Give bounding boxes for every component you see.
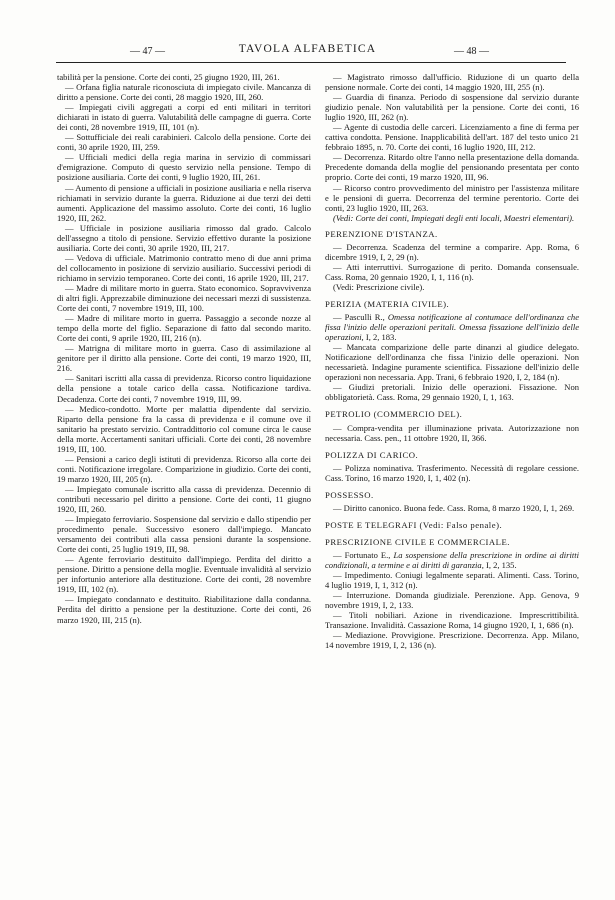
section-heading: POSSESSO. <box>325 489 374 500</box>
entry: — Medico-condotto. Morte per malattia dipendente dal servizio. Riparto della pensione fra la cassa di previdenza e il comune ove il sanitario ha prestato servizio. Contraddittorio col comune circa le cause della morte. Accertamenti sanitari ufficiali. Corte dei conti, 28 novembre 1919, III, 100. <box>57 403 311 454</box>
section-heading: PERENZIONE D'ISTANZA. <box>325 228 438 239</box>
work-title: Omessa notificazione al contumace dell'ordinanza che fissa l'inizio delle operazioni peritali. Omessa fissazione dell'inizio delle operazioni, <box>325 312 579 343</box>
left-column <box>57 72 311 625</box>
page-number-left: — 47 — <box>130 46 165 57</box>
author: — Pasculli R., <box>333 312 385 323</box>
section-heading: PRESCRIZIONE CIVILE E COMMERCIALE. <box>325 536 510 547</box>
header-rule <box>56 62 566 63</box>
entry: — Decorrenza. Scadenza del termine a comparire. App. Roma, 6 dicembre 1919, I, 2, 29 (n). <box>325 241 579 262</box>
section-heading: PERIZIA (MATERIA CIVILE). <box>325 298 450 309</box>
entry: — Orfana figlia naturale riconosciuta di impiegato civile. Mancanza di diritto a pensione. Corte dei conti, 28 maggio 1920, III, 260. <box>57 82 311 103</box>
see-also <box>325 213 579 223</box>
entry: — Ufficiali medici della regia marina in servizio di commissari d'emigrazione. Computo di questo servizio nella pensione. Tempo di posizione ausiliaria. Corte dei conti, 9 luglio 1920, III, 261. <box>57 152 311 183</box>
citation: I, 2, 183. <box>365 332 397 343</box>
entry: — Ricorso contro provvedimento del ministro per l'assistenza militare e le pensioni di guerra. Decorrenza del termine perentorio. Corte dei conti, 23 luglio 1920, III, 263. <box>325 182 579 213</box>
section-heading: POLIZZA DI CARICO. <box>325 449 419 460</box>
entry: — Atti interruttivi. Surrogazione di perito. Domanda consensuale. Cass. Roma, 20 gennaio 1920, I, 1, 116 (n). <box>325 261 579 282</box>
entry: — Agente ferroviario destituito dall'impiego. Perdita del diritto a pensione. Diritto a pensione della moglie. Eventuale invalidità al servizio per infortunio anteriore alla destituzione. Corte dei conti, 28 novembre 1919, III, 102 (n). <box>57 554 311 595</box>
page-number-right: — 48 — <box>454 46 489 57</box>
entry: tabilità per la pensione. Corte dei conti, 25 giugno 1920, III, 261. <box>57 72 280 82</box>
entry: — Mancata comparizione delle parte dinanzi al giudice delegato. Notificazione dell'ordinanza che fissa l'inizio delle operazioni. Non necessarietà. Indagine puramente scientifica. Fissazione dell'inizio delle operazioni non necessaria. App. Trani, 6 febbraio 1920, I, 2, 184 (n). <box>325 342 579 383</box>
entry: — Mediazione. Provvigione. Prescrizione. Decorrenza. App. Milano, 14 novembre 1919, I, 2, 136 (n). <box>325 630 579 651</box>
page-header <box>0 40 615 62</box>
entry: — Madre di militare morto in guerra. Stato economico. Sopravvivenza di altri figli. Apprezzabile diminuzione dei necessari mezzi di sussistenza. Corte dei conti, 7 novembre 1919, III, 100. <box>57 282 311 314</box>
entry: — Impiegato ferroviario. Sospensione dal servizio e dallo stipendio per procedimento penale. Successivo esonero dall'impiego. Mancato versamento dei contributi alla cassa pensioni durante la sospensione. Corte dei conti, 25 luglio 1919, III, 98. <box>57 514 311 555</box>
doctrine-entry <box>325 312 579 342</box>
entry: — Sottufficiale dei reali carabinieri. Calcolo della pensione. Corte dei conti, 30 aprile 1920, III, 259. <box>57 132 311 153</box>
entry: — Ufficiale in posizione ausiliaria rimosso dal grado. Calcolo dell'assegno a titolo di pensione. Servizio effettivo durante la posizione ausiliaria. Corte dei conti, 30 aprile 1920, III, 217. <box>57 222 311 253</box>
entry: — Madre di militare morto in guerra. Passaggio a seconde nozze al tempo della morte del figlio. Separazione di fatto dal secondo marito. Corte dei conti, 9 aprile 1920, III, 216 (n). <box>57 313 311 344</box>
see-also: (Vedi: Prescrizione civile). <box>333 281 425 292</box>
right-column <box>325 72 579 650</box>
entry: — Diritto canonico. Buona fede. Cass. Roma, 8 marzo 1920, I, 1, 269. <box>333 502 575 513</box>
work-title: La sospensione della prescrizione in ordine ai diritti condizionali, a termine e ai diritti di garanzia, <box>325 549 579 570</box>
section-heading: POSTE E TELEGRAFI (Vedi: Falso penale). <box>325 519 503 530</box>
entry: — Pensioni a carico degli istituti di previdenza. Ricorso alla corte dei conti. Notificazione irregolare. Comparizione in giudizio. Corte dei conti, 19 marzo 1920, III, 205 (n). <box>57 453 311 484</box>
entry: — Impiegato condannato e destituito. Riabilitazione dalla condanna. Perdita del diritto a pensione per la destituzione. Corte dei conti, 26 marzo 1920, III, 215 (n). <box>57 594 311 625</box>
entry: — Impiegati civili aggregati a corpi ed enti militari in territori dichiarati in istato di guerra. Valutabilità delle campagne di guerra. Corte dei conti, 28 novembre 1919, III, 101 (n). <box>57 102 311 133</box>
entry: — Sanitari iscritti alla cassa di previdenza. Ricorso contro liquidazione della pensione a totale carico della cassa. Notificazione tardiva. Decadenza. Corte dei conti, 7 novembre 1919, III, 99. <box>57 373 311 404</box>
entry: — Impedimento. Coniugi legalmente separati. Alimenti. Cass. Torino, 4 luglio 1919, I, 1, 312 (n). <box>325 570 579 591</box>
entry: — Aumento di pensione a ufficiali in posizione ausiliaria e nella riserva richiamati in servizio durante la guerra. Riduzione ai due terzi dei detti aumenti. Applicazione del massimo assoluto. Corte dei conti, 16 luglio 1920, III, 262. <box>57 182 311 223</box>
section-heading: PETROLIO (COMMERCIO DEL). <box>325 409 463 420</box>
entry: — Decorrenza. Ritardo oltre l'anno nella presentazione della domanda. Precedente domanda della moglie del pensionando presentata per conto proprio. Corte dei conti, 19 marzo 1920, III, 96. <box>325 152 579 183</box>
entry: — Guardia di finanza. Periodo di sospensione dal servizio durante giudizio penale. Non valutabilità per la pensione. Corte dei conti, 16 luglio 1920, III, 262 (n). <box>325 92 579 123</box>
entry: — Impiegato comunale iscritto alla cassa di previdenza. Decennio di contributi necessario pel diritto a pensione. Corte dei conti, 11 giugno 1920, III, 260. <box>57 483 311 515</box>
see-also-text: (Vedi: Corte dei conti, Impiegati degli enti locali, Maestri elementari). <box>333 212 575 223</box>
entry: — Agente di custodia delle carceri. Licenziamento a fine di ferma per cattiva condotta. Pensione. Inapplicabilità dell'art. 187 del testo unico 21 febbraio 1895, n. 70. Corte dei conti, 16 luglio 1920, III, 212. <box>325 122 579 153</box>
doctrine-entry <box>325 550 579 570</box>
entry: — Vedova di ufficiale. Matrimonio contratto meno di due anni prima del collocamento in posizione di servizio ausiliario. Successivi periodi di richiamo in servizio temporaneo. Corte dei conti, 16 aprile 1920, III, 217. <box>57 252 311 283</box>
entry: — Compra-vendita per illuminazione privata. Autorizzazione non necessaria. Cass. pen., 11 ottobre 1920, II, 366. <box>325 422 579 443</box>
author: — Fortunato E., <box>333 549 391 560</box>
entry: — Polizza nominativa. Trasferimento. Necessità di regolare cessione. Cass. Torino, 16 marzo 1920, I, 1, 402 (n). <box>325 462 579 483</box>
entry: — Interruzione. Domanda giudiziale. Perenzione. App. Genova, 9 novembre 1919, I, 2, 133. <box>325 590 579 611</box>
citation: I, 2, 135. <box>485 559 517 570</box>
entry: — Matrigna di militare morto in guerra. Caso di assimilazione al genitore per il diritto alla pensione. Corte dei conti, 19 marzo 1920, III, 216. <box>57 343 311 374</box>
page-title: TAVOLA ALFABETICA <box>238 43 377 55</box>
entry: — Magistrato rimosso dall'ufficio. Riduzione di un quarto della pensione normale. Corte dei conti, 14 maggio 1920, III, 255 (n). <box>325 72 579 93</box>
entry: — Giudizi pretoriali. Inizio delle operazioni. Fissazione. Non obbligatorietà. Cass. Roma, 29 gennaio 1920, I, 1, 163. <box>325 382 579 403</box>
entry: — Titoli nobiliari. Azione in rivendicazione. Imprescrittibilità. Transazione. Invalidità. Cassazione Roma, 14 giugno 1920, I, 1, 686 (n). <box>325 610 579 631</box>
